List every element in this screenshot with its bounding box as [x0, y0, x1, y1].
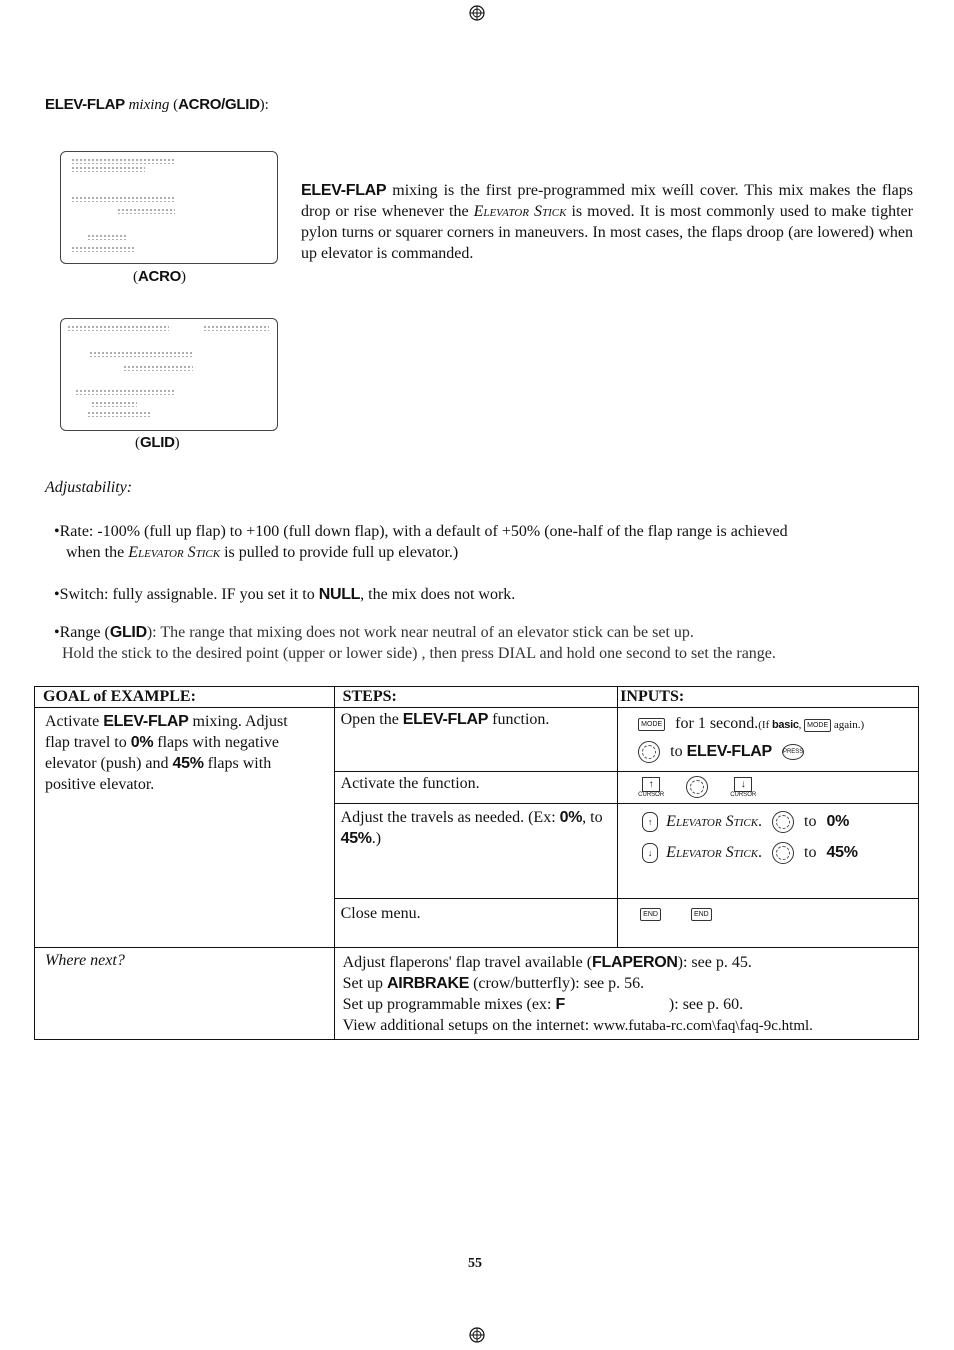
registration-mark-top-icon: [469, 5, 485, 21]
goal-table: [34, 686, 919, 1040]
input-adjust-travels: ↑ Elevator Stick. to 0% ↓ Elevator Stick. to 45%: [618, 804, 919, 899]
goal-header: GOAL of EXAMPLE:: [35, 687, 335, 708]
acro-caption: (ACRO): [133, 268, 186, 285]
press-dial-icon[interactable]: PRESS: [782, 744, 804, 760]
adjustability-heading: Adjustability:: [45, 479, 133, 496]
step-activate: Activate the function.: [334, 772, 618, 804]
steps-header: STEPS:: [334, 687, 618, 708]
page-number: 55: [468, 1256, 482, 1271]
end-button-icon[interactable]: END: [691, 908, 712, 921]
step-close-menu: Close menu.: [334, 899, 618, 948]
section-title: ELEV-FLAP mixing (ACRO/GLID):: [45, 96, 269, 113]
step-adjust-travels: Adjust the travels as needed. (Ex: 0%, to 45%.): [334, 804, 618, 899]
glid-lcd-screen: [60, 318, 278, 431]
mode-button-small-icon[interactable]: MODE: [804, 719, 831, 732]
cursor-up-icon[interactable]: ↑ CURSOR: [638, 778, 665, 798]
next-item-internet[interactable]: View additional setups on the internet: www.futaba-rc.com\faq\faq-9c.html.: [342, 1017, 813, 1034]
dial-icon[interactable]: [686, 776, 708, 798]
stick-up-icon[interactable]: ↑: [642, 812, 658, 832]
dial-icon[interactable]: [772, 811, 794, 833]
range-bullet: •Range (GLID): The range that mixing does not work near neutral of an elevator stick can be set up. Hold the stick to the desired point (upper or lower side) , then press DIAL and hold one second to set the range.: [54, 624, 776, 662]
intro-paragraph: ELEV-FLAP mixing is the first pre-programmed mix weíll cover. This mix makes the flaps drop or rise whenever the Elevator Stick is moved. It is most commonly used to make tighter pylon turns or squarer corners in maneuvers. In most cases, the flaps droop (are lowered) when up elevator is commanded.: [301, 182, 913, 262]
input-activate: [618, 772, 919, 804]
next-item-programmable-mixes[interactable]: Set up programmable mixes (ex: F ): see p. 60.: [342, 996, 744, 1013]
rate-bullet: •Rate: -100% (full up flap) to +100 (full down flap), with a default of +50% (one-half of the flap range is achieved when the Elevator Stick is pulled to provide full up elevator.): [54, 523, 788, 561]
stick-down-icon[interactable]: ↓: [642, 843, 658, 863]
where-next-list: [334, 948, 918, 1040]
switch-bullet: •Switch: fully assignable. IF you set it to NULL, the mix does not work.: [54, 586, 516, 603]
input-open-function: MODE for 1 second.(If basic, MODE again.) to ELEV-FLAP PRESS: [618, 708, 919, 772]
mode-button-icon[interactable]: MODE: [638, 718, 665, 731]
dial-icon[interactable]: [772, 842, 794, 864]
next-item-flaperon[interactable]: Adjust flaperons' flap travel available (FLAPERON): see p. 45.: [342, 954, 752, 971]
glid-caption: (GLID): [135, 434, 180, 451]
cursor-down-icon[interactable]: ↓ CURSOR: [730, 778, 757, 798]
next-item-airbrake[interactable]: Set up AIRBRAKE (crow/butterfly): see p. 56.: [342, 975, 645, 992]
end-button-icon[interactable]: END: [640, 908, 661, 921]
input-close-menu: [618, 899, 919, 948]
step-open-function: Open the ELEV-FLAP function.: [334, 708, 618, 772]
acro-lcd-screen: [60, 151, 278, 264]
inputs-header: INPUTS:: [618, 687, 919, 708]
dial-icon[interactable]: [638, 741, 660, 763]
where-next-label: Where next?: [35, 948, 335, 1040]
goal-description: Activate ELEV-FLAP mixing. Adjust flap travel to 0% flaps with negative elevator (push) and 45% flaps with positive elevator.: [35, 708, 335, 948]
registration-mark-bottom-icon: [469, 1327, 485, 1343]
